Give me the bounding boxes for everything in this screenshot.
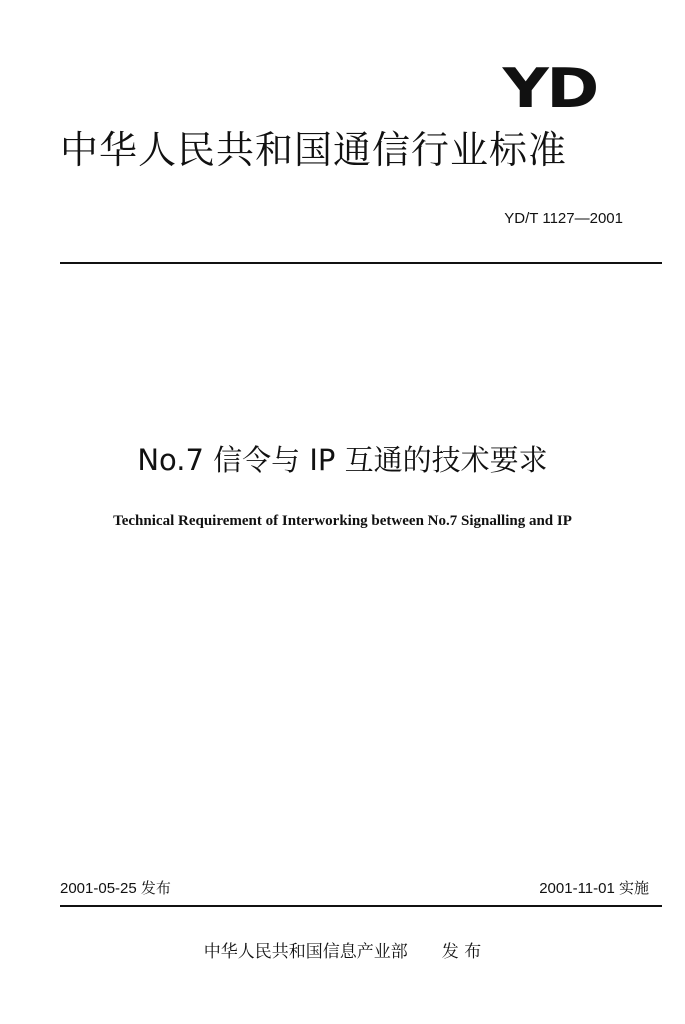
document-title-english: Technical Requirement of Interworking between No.7 Signalling and IP [113,513,572,529]
bottom-divider [60,905,662,907]
standard-category-title: 中华人民共和国通信行业标准 [60,128,568,172]
yd-logo: YD [502,57,597,120]
implementation-date: 2001-11-01 实施 [539,880,649,897]
issue-date: 2001-05-25 发布 [60,880,171,897]
publisher-name: 中华人民共和国信息产业部 [203,942,408,962]
document-title-chinese: No.7 信令与 IP 互通的技术要求 [137,443,548,477]
publisher-line [0,942,685,962]
publish-action: 发 布 [441,942,482,962]
top-divider [60,262,662,264]
standard-number: YD/T 1127—2001 [504,210,623,227]
